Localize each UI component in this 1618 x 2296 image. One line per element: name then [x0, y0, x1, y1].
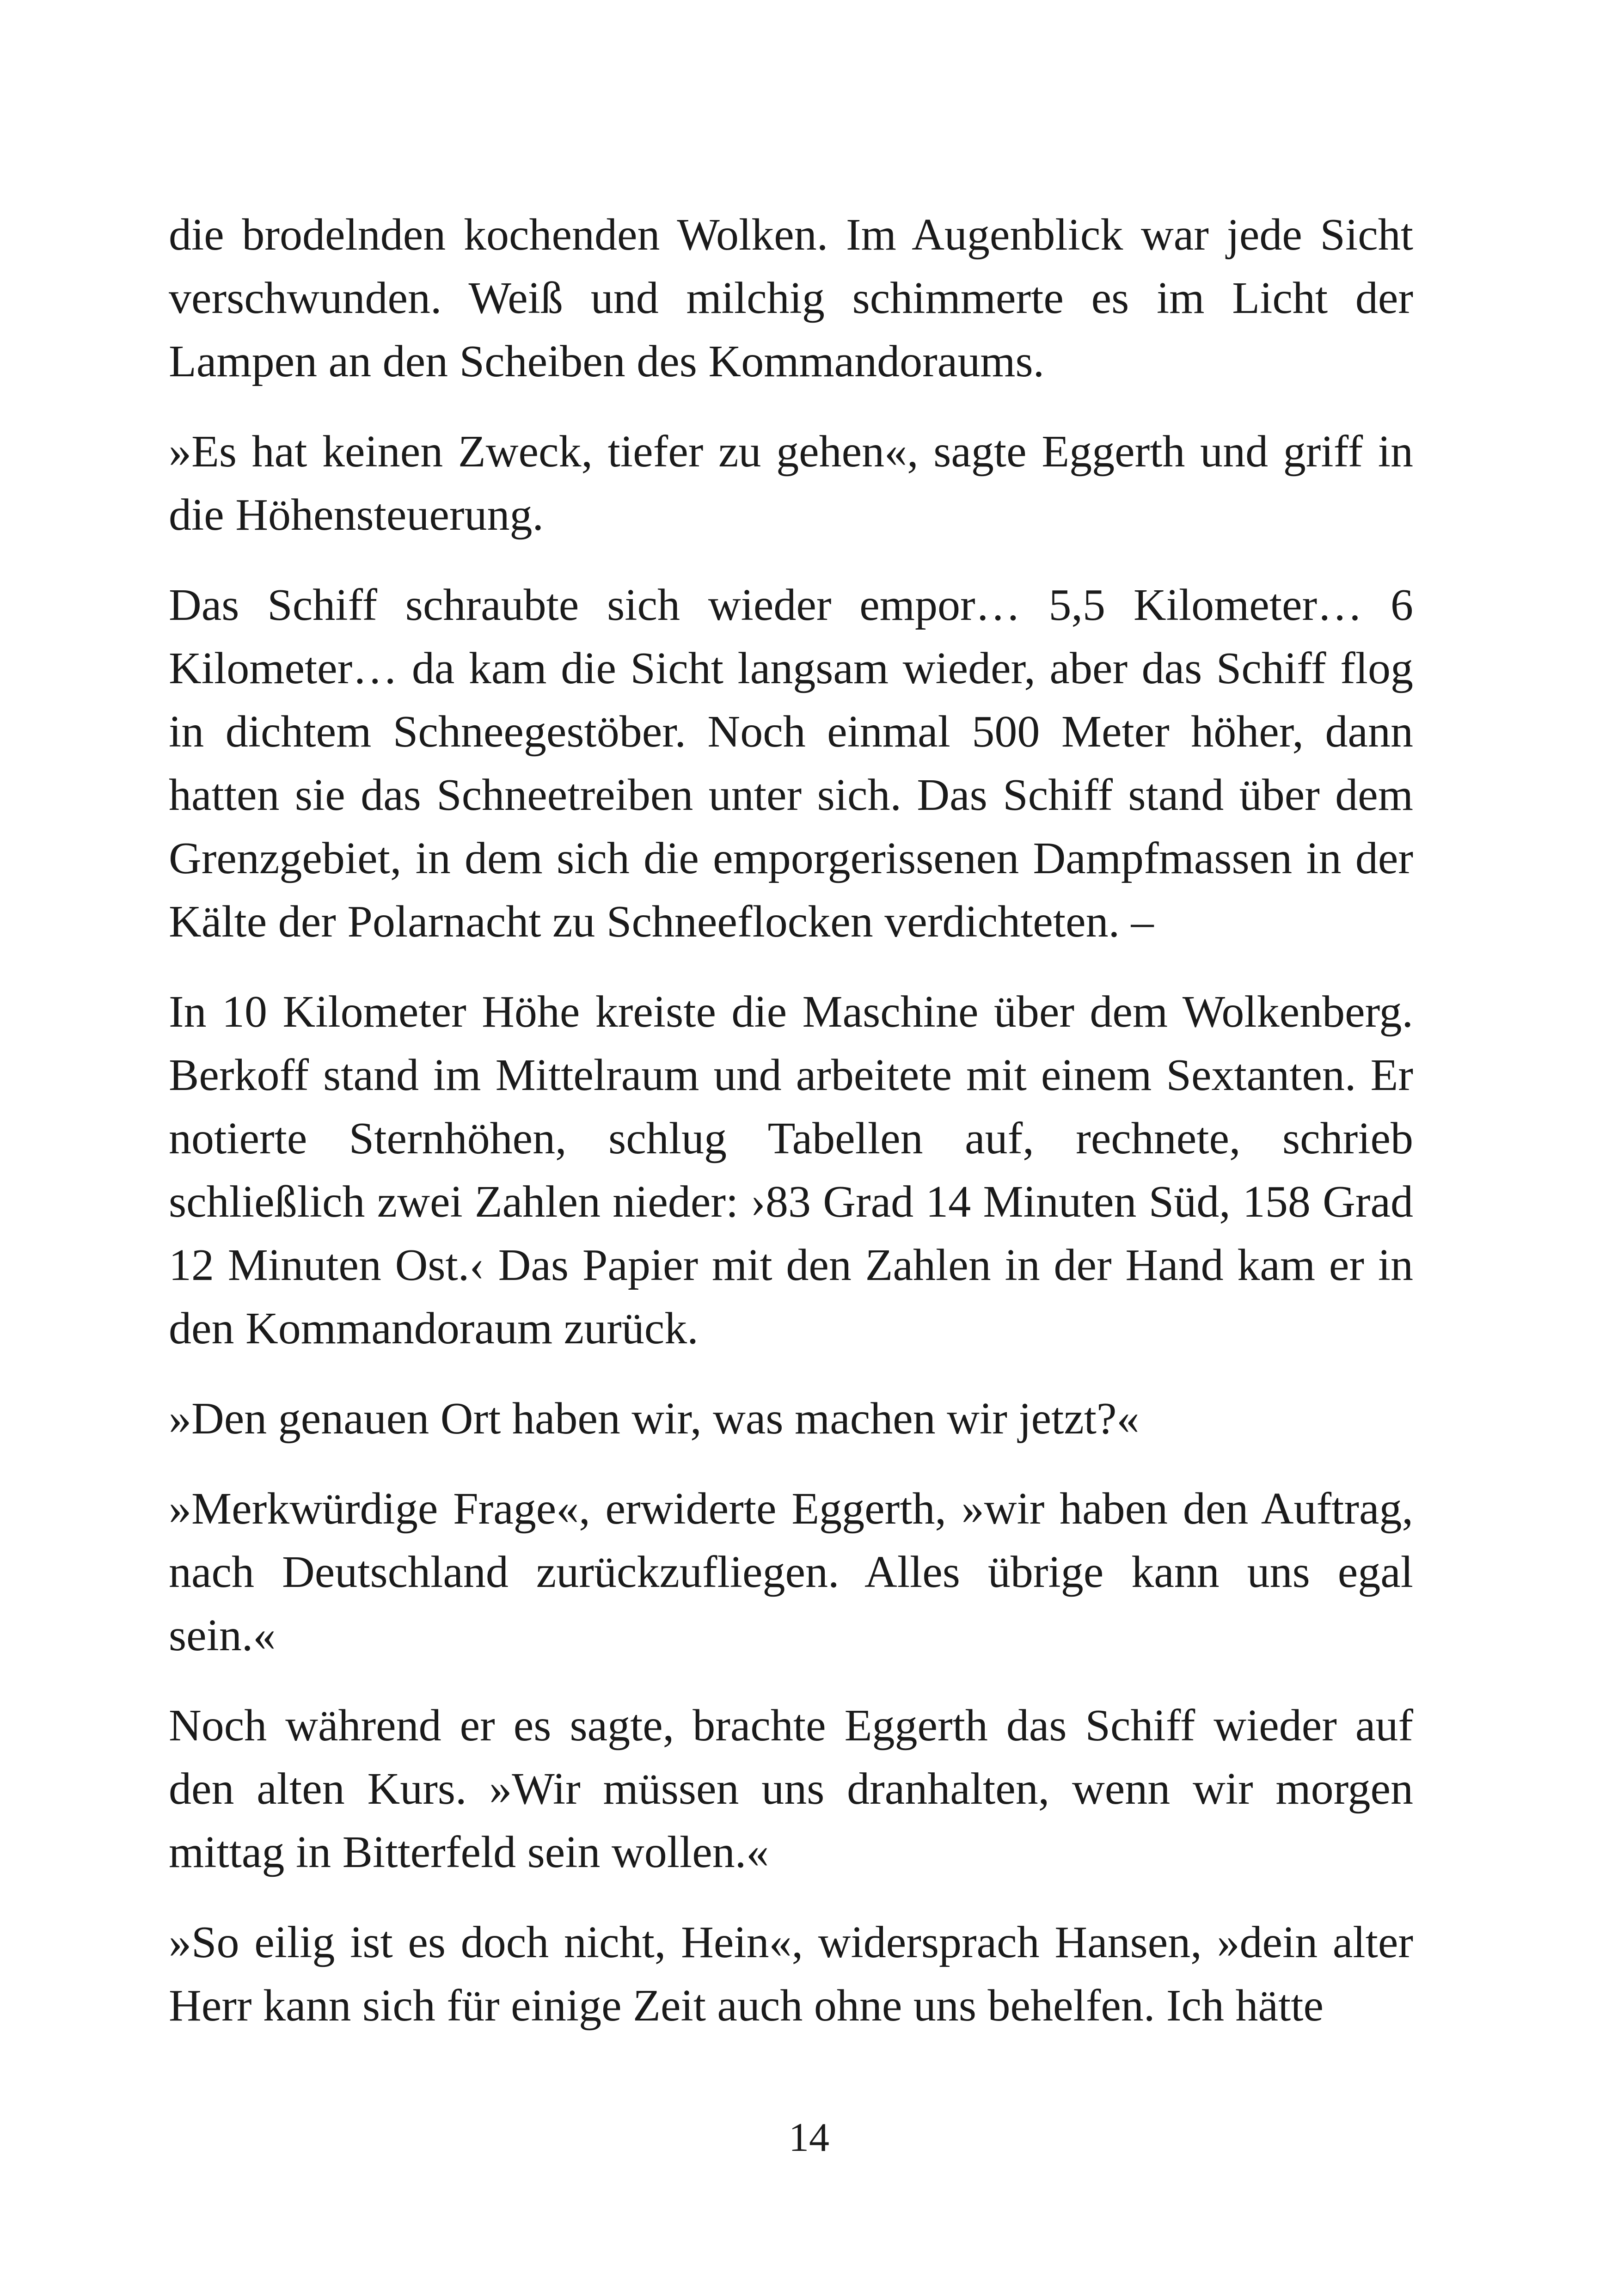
paragraph-5: »Den genauen Ort haben wir, was machen wir jetzt?«: [169, 1394, 1140, 1444]
paragraph-4: In 10 Kilometer Höhe kreiste die Maschine über dem Wolkenberg. Berkoff stand im Mittelraum und arbeitete mit einem Sextanten. Er notierte Sternhöhen, schlug Tabellen auf, rechnete, schrieb schließlich zwei Zahlen nieder: ›83 Grad 14 Minuten Süd, 158 Grad 12 Minuten Ost.‹ Das Papier mit den Zahlen in der Hand kam er in den Kommandoraum zurück.: [169, 987, 1413, 1353]
paragraph-8: »So eilig ist es doch nicht, Hein«, widersprach Hansen, »dein alter Herr kann sich für einige Zeit auch ohne uns behelfen. Ich hätte: [169, 1917, 1413, 2031]
paragraph-7: Noch während er es sagte, brachte Eggerth das Schiff wieder auf den alten Kurs. »Wir müssen uns dranhalten, wenn wir morgen mittag in Bitterfeld sein wollen.«: [169, 1701, 1413, 1877]
page-number: 14: [789, 2115, 829, 2160]
paragraph-3: Das Schiff schraubte sich wieder empor… 5,5 Kilometer… 6 Kilometer… da kam die Sicht langsam wieder, aber das Schiff flog in dichtem Schneegestöber. Noch einmal 500 Meter höher, dann hatten sie das Schneetreiben unter sich. Das Schiff stand über dem Grenzgebiet, in dem sich die emporgerissenen Dampfmassen in der Kälte der Polarnacht zu Schneeflocken verdichteten. –: [169, 580, 1413, 947]
paragraph-1: die brodelnden kochenden Wolken. Im Augenblick war jede Sicht verschwunden. Weiß und milchig schimmerte es im Licht der Lampen an den Scheiben des Kommandoraums.: [169, 210, 1413, 386]
paragraph-6: »Merkwürdige Frage«, erwiderte Eggerth, »wir haben den Auftrag, nach Deutschland zurückzufliegen. Alles übrige kann uns egal sein.«: [169, 1484, 1413, 1660]
paragraph-2: »Es hat keinen Zweck, tiefer zu gehen«, sagte Eggerth und griff in die Höhensteuerung.: [169, 427, 1413, 540]
body-text: [169, 203, 1413, 2038]
